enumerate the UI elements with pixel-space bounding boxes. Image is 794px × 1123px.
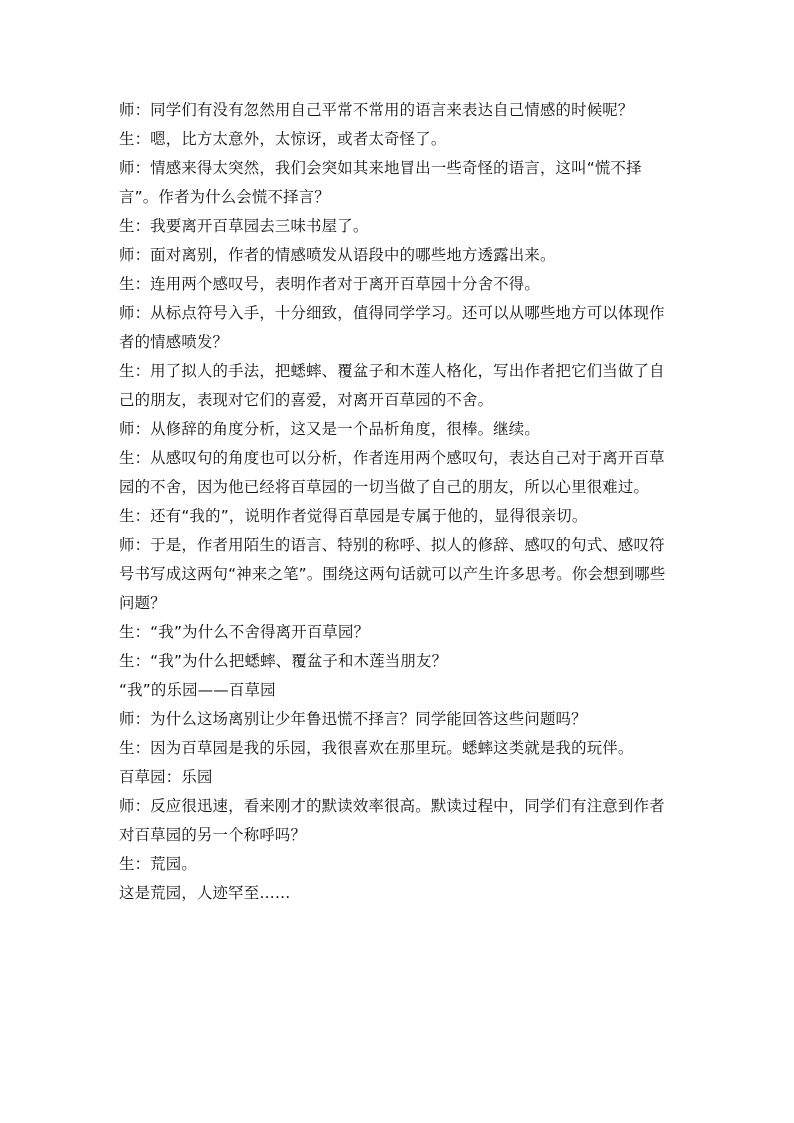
- paragraph: 生：“我”为什么不舍得离开百草园？: [119, 623, 370, 641]
- document-page: [119, 96, 679, 908]
- paragraph: 生：嗯，比方太意外，太惊讶，或者太奇怪了。: [119, 130, 447, 148]
- paragraph: 生：用了拟人的手法，把蟋蟀、覆盆子和木莲人格化，写出作者把它们当做了自己的朋友，表现对它们的喜爱，对离开百草园的不舍。: [119, 362, 665, 409]
- paragraph: 师：为什么这场离别让少年鲁迅慌不择言？同学能回答这些问题吗？: [119, 710, 587, 728]
- paragraph: 生：还有“我的”，说明作者觉得百草园是专属于他的，显得很亲切。: [119, 507, 588, 525]
- section-heading: “我”的乐园——百草园: [119, 681, 276, 699]
- paragraph: 生：我要离开百草园去三味书屋了。: [119, 217, 369, 235]
- paragraph: 师：从标点符号入手，十分细致，值得同学学习。还可以从哪些地方可以体现作者的情感喷发？: [119, 304, 665, 351]
- paragraph: 师：同学们有没有忽然用自己平常不常用的语言来表达自己情感的时候呢？: [119, 101, 634, 119]
- paragraph: 师：反应很迅速，看来刚才的默读效率很高。默读过程中，同学们有注意到作者对百草园的另一个称呼吗？: [119, 797, 665, 844]
- paragraph: 生：因为百草园是我的乐园，我很喜欢在那里玩。蟋蟀这类就是我的玩伴。: [119, 739, 634, 757]
- paragraph: 师：于是，作者用陌生的语言、特别的称呼、拟人的修辞、感叹的句式、感叹符号书写成这两句“神来之笔”。围绕这两句话就可以产生许多思考。你会想到哪些问题？: [119, 536, 666, 612]
- paragraph: 师：情感来得太突然，我们会突如其来地冒出一些奇怪的语言，这叫“慌不择言”。作者为什么会慌不择言？: [119, 159, 642, 206]
- paragraph: 生：连用两个感叹号，表明作者对于离开百草园十分舍不得。: [119, 275, 540, 293]
- paragraph: 生：从感叹句的角度也可以分析，作者连用两个感叹句，表达自己对于离开百草园的不舍，因为他已经将百草园的一切当做了自己的朋友，所以心里很难过。: [119, 449, 665, 496]
- paragraph: 生：荒园。: [119, 855, 197, 873]
- paragraph: 这是荒园，人迹罕至……: [119, 884, 291, 902]
- section-heading: 百草园：乐园: [119, 768, 213, 786]
- paragraph: 师：从修辞的角度分析，这又是一个品析角度，很棒。继续。: [119, 420, 540, 438]
- paragraph: 生：“我”为什么把蟋蟀、覆盆子和木莲当朋友？: [119, 652, 448, 670]
- paragraph: 师：面对离别，作者的情感喷发从语段中的哪些地方透露出来。: [119, 246, 556, 264]
